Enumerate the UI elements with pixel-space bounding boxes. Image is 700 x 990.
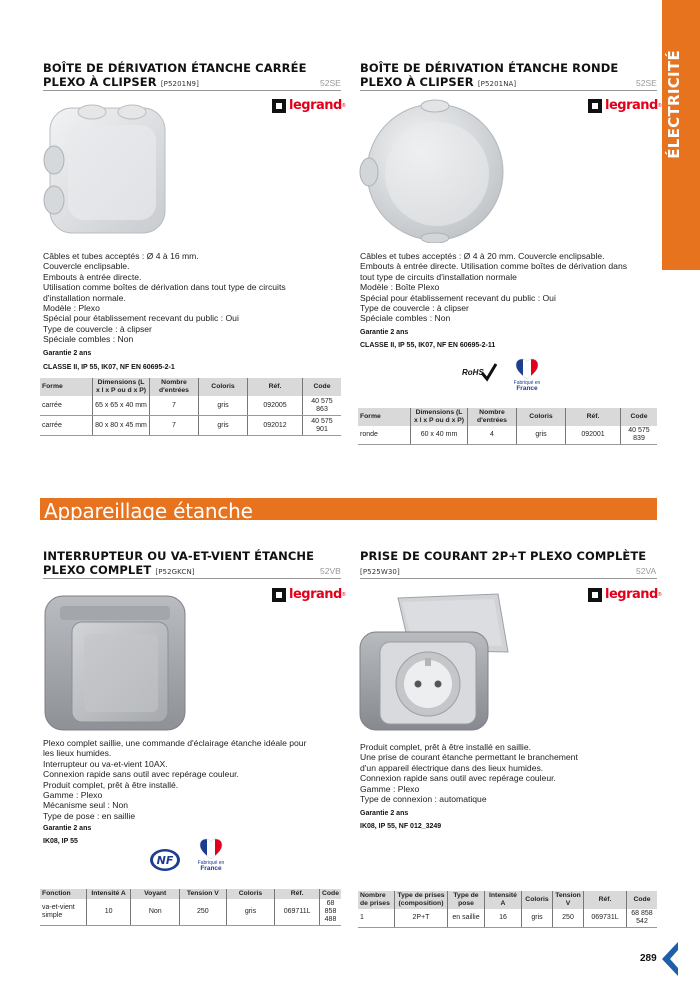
- sidebar-tab: [662, 0, 700, 270]
- col-header: Coloris: [522, 891, 553, 909]
- cell: 40 575 863: [303, 396, 342, 416]
- product-ref: [P5201N9]: [160, 80, 199, 88]
- col-header: Dimensions (L x l x P ou d x P): [411, 408, 468, 426]
- cell: 2P+T: [395, 909, 448, 928]
- product-title: [43, 61, 307, 91]
- checkmark-icon: [480, 362, 498, 382]
- switch-image: [40, 594, 190, 732]
- table-row: [40, 416, 341, 436]
- cell: 68 858 542: [627, 909, 658, 928]
- square-junction-box-image: [40, 100, 170, 240]
- cell: 68 858 488: [320, 899, 342, 926]
- title-line-2: [43, 563, 314, 579]
- col-header: Voyant: [131, 889, 180, 899]
- desc-line: Interrupteur ou va-et-vient 10AX.: [43, 758, 168, 769]
- legrand-logo: legrand ®: [272, 98, 346, 113]
- product-ref: [P525W30]: [360, 568, 400, 576]
- round-junction-box-image: [355, 98, 510, 243]
- cell: 1: [358, 909, 395, 928]
- col-header: Dimensions (L x l x P ou d x P): [93, 378, 150, 396]
- col-header: Intensité A: [485, 891, 522, 909]
- cell: 250: [553, 909, 584, 928]
- cell: gris: [199, 396, 248, 416]
- nf-label: NF: [156, 854, 174, 867]
- logo-text: legrand: [289, 587, 342, 602]
- badge-text: Fabriqué en: [197, 860, 225, 866]
- cell: 7: [150, 416, 199, 436]
- desc-line: Produit complet, prêt à être installé.: [43, 779, 179, 790]
- logo-text: legrand: [605, 98, 658, 113]
- col-header: Code: [320, 889, 342, 899]
- cell: 60 x 40 mm: [411, 426, 468, 445]
- logo-mark-icon: [272, 588, 286, 602]
- product-description: [43, 738, 306, 821]
- cell: 80 x 80 x 45 mm: [93, 416, 150, 436]
- product-title: [360, 61, 618, 91]
- col-header: Réf.: [275, 889, 320, 899]
- col-header: Code: [303, 378, 342, 396]
- table-row: [358, 909, 657, 928]
- desc-line: Type de couvercle : à clipser: [43, 323, 152, 334]
- desc-line: Couvercle enclipsable.: [43, 261, 130, 272]
- desc-line: Une prise de courant étanche permettant le branchement: [360, 752, 578, 763]
- desc-line: Spéciale combles : Non: [360, 313, 451, 324]
- cell: 250: [180, 899, 227, 926]
- cell: gris: [226, 899, 275, 926]
- title-line-2-text: PLEXO À CLIPSER: [360, 75, 474, 89]
- france-heart-icon: [515, 358, 539, 380]
- title-line-1: BOÎTE DE DÉRIVATION ÉTANCHE RONDE: [360, 61, 619, 75]
- section-title: Appareillage étanche: [44, 499, 253, 523]
- title-line-2-text: PLEXO À CLIPSER: [43, 75, 157, 89]
- col-header: Forme: [40, 378, 93, 396]
- nf-badge: [148, 847, 182, 873]
- table-row: [358, 426, 657, 445]
- spec-table: [40, 889, 341, 926]
- badge-text: Fabriqué en: [513, 380, 541, 386]
- cell: 7: [150, 396, 199, 416]
- logo-text: legrand: [605, 587, 658, 602]
- logo-text: legrand: [289, 98, 342, 113]
- desc-line: d'installation normale.: [43, 292, 126, 303]
- cell: carrée: [40, 416, 93, 436]
- product-description: [360, 742, 578, 804]
- table-row: [40, 899, 341, 926]
- product-ref: [P5201NA]: [477, 80, 517, 88]
- col-header: Nombre d'entrées: [468, 408, 517, 426]
- table-row: [40, 396, 341, 416]
- france-heart-icon: [199, 838, 223, 860]
- legrand-logo: legrand ®: [272, 587, 346, 602]
- product-description: [43, 251, 286, 345]
- spec-table: [358, 891, 657, 928]
- title-line-2-text: PLEXO COMPLET: [43, 563, 152, 577]
- cell: 40 575 901: [303, 416, 342, 436]
- col-header: Réf.: [584, 891, 627, 909]
- desc-line: Type de couvercle : à clipser: [360, 303, 469, 314]
- col-header: Code: [627, 891, 658, 909]
- title-line-2: [360, 563, 646, 579]
- cell: gris: [517, 426, 566, 445]
- table-header-row: [358, 891, 657, 909]
- product-ref: [P52GKCN]: [155, 568, 195, 576]
- desc-line: Modèle : Plexo: [43, 303, 100, 314]
- col-header: Coloris: [517, 408, 566, 426]
- cell: 069711L: [275, 899, 320, 926]
- cell: 10: [86, 899, 131, 926]
- col-header: Code: [621, 408, 658, 426]
- title-line-1: PRISE DE COURANT 2P+T PLEXO COMPLÈTE: [360, 549, 647, 563]
- guarantee: Garantie 2 ans: [360, 810, 409, 817]
- certifications: IK08, IP 55, NF 012_3249: [360, 823, 442, 830]
- product-title: [360, 549, 646, 579]
- col-header: Type de pose: [448, 891, 485, 909]
- cell: 092001: [566, 426, 621, 445]
- cell: va-et-vient simple: [40, 899, 86, 926]
- product-description: [360, 251, 627, 324]
- spec-table: [40, 378, 341, 436]
- guarantee: Garantie 2 ans: [43, 350, 92, 357]
- sidebar-label: ÉLECTRICITÉ: [665, 50, 683, 159]
- desc-line: Produit complet, prêt à être installé en saillie.: [360, 742, 532, 752]
- title-divider: [43, 90, 341, 91]
- desc-line: les lieux humides.: [43, 748, 112, 759]
- logo-mark-icon: [588, 588, 602, 602]
- col-header: Coloris: [226, 889, 275, 899]
- title-line-1: INTERRUPTEUR OU VA-ET-VIENT ÉTANCHE: [43, 549, 315, 563]
- rohs-label: RoHS: [462, 368, 484, 377]
- title-divider: [360, 90, 657, 91]
- chevron-left-icon: [660, 942, 680, 976]
- table-header-row: [40, 889, 341, 899]
- col-header: Coloris: [199, 378, 248, 396]
- title-line-1: BOÎTE DE DÉRIVATION ÉTANCHE CARRÉE: [43, 61, 307, 75]
- logo-mark-icon: [588, 99, 602, 113]
- made-in-france-badge: [192, 838, 230, 876]
- cell: 16: [485, 909, 522, 928]
- title-line-2: [43, 75, 307, 91]
- desc-line: Plexo complet saillie, une commande d'éclairage étanche idéale pour: [43, 738, 307, 748]
- cell: 069731L: [584, 909, 627, 928]
- desc-line: tout type de circuits d'installation normale: [360, 271, 517, 282]
- badge-text: France: [516, 385, 538, 392]
- cell: ronde: [358, 426, 411, 445]
- socket-image: [358, 592, 518, 734]
- desc-line: Gamme : Plexo: [43, 790, 103, 801]
- product-code: 52VB: [320, 566, 341, 576]
- spec-table: [358, 408, 657, 445]
- col-header: Nombre d'entrées: [150, 378, 199, 396]
- desc-line: Spéciale combles : Non: [43, 334, 134, 345]
- logo-mark-icon: [272, 99, 286, 113]
- rohs-badge: [462, 362, 498, 386]
- title-divider: [360, 578, 657, 579]
- desc-line: Utilisation comme boîtes de dérivation dans tout type de circuits: [43, 282, 286, 293]
- desc-line: Câbles et tubes acceptés : Ø 4 à 16 mm.: [43, 251, 199, 261]
- certifications: CLASSE II, IP 55, IK07, NF EN 60695-2-1: [43, 364, 175, 371]
- cell: carrée: [40, 396, 93, 416]
- product-code: 52SE: [320, 78, 341, 88]
- cell: gris: [522, 909, 553, 928]
- desc-line: Type de pose : en saillie: [43, 810, 136, 821]
- title-line-2: [360, 75, 618, 91]
- cell: 4: [468, 426, 517, 445]
- col-header: Fonction: [40, 889, 86, 899]
- product-code: 52SE: [636, 78, 657, 88]
- cell: 65 x 65 x 40 mm: [93, 396, 150, 416]
- cell: 092012: [248, 416, 303, 436]
- certifications: IK08, IP 55: [43, 838, 78, 845]
- desc-line: Connexion rapide sans outil avec repérage couleur.: [43, 769, 239, 780]
- made-in-france-badge: [508, 358, 546, 396]
- section-header: [40, 498, 657, 523]
- cell: en saillie: [448, 909, 485, 928]
- desc-line: Modèle : Boîte Plexo: [360, 282, 440, 293]
- desc-line: Type de connexion : automatique: [360, 794, 487, 805]
- desc-line: Câbles et tubes acceptés : Ø 4 à 20 mm. Couvercle enclipsable.: [360, 251, 605, 261]
- desc-line: Embouts à entrée directe. Utilisation comme boîtes de dérivation dans: [360, 261, 628, 272]
- desc-line: Spécial pour établissement recevant du public : Oui: [43, 313, 239, 324]
- desc-line: d'un appareil électrique dans des lieux humides.: [360, 762, 544, 773]
- table-header-row: [40, 378, 341, 396]
- col-header: Réf.: [566, 408, 621, 426]
- desc-line: Gamme : Plexo: [360, 783, 420, 794]
- guarantee: Garantie 2 ans: [43, 825, 92, 832]
- cell: 40 575 839: [621, 426, 658, 445]
- desc-line: Connexion rapide sans outil avec repérage couleur.: [360, 773, 556, 784]
- col-header: Intensité A: [86, 889, 131, 899]
- col-header: Nombre de prises: [358, 891, 395, 909]
- title-divider: [43, 578, 341, 579]
- product-code: 52VA: [636, 566, 657, 576]
- product-title: [43, 549, 314, 579]
- table-header-row: [358, 408, 657, 426]
- cell: Non: [131, 899, 180, 926]
- legrand-logo: legrand ®: [588, 98, 662, 113]
- desc-line: Embouts à entrée directe.: [43, 271, 142, 282]
- desc-line: Mécanisme seul : Non: [43, 800, 129, 811]
- page-number: 289: [640, 953, 657, 964]
- badge-text: France: [200, 865, 222, 872]
- cell: gris: [199, 416, 248, 436]
- col-header: Type de prises (composition): [395, 891, 448, 909]
- certifications: CLASSE II, IP 55, IK07, NF EN 60695-2-11: [360, 342, 496, 349]
- col-header: Forme: [358, 408, 411, 426]
- guarantee: Garantie 2 ans: [360, 329, 409, 336]
- col-header: Tension V: [180, 889, 227, 899]
- cell: 092005: [248, 396, 303, 416]
- col-header: Réf.: [248, 378, 303, 396]
- col-header: Tension V: [553, 891, 584, 909]
- legrand-logo: legrand ®: [588, 587, 662, 602]
- desc-line: Spécial pour établissement recevant du public : Oui: [360, 292, 556, 303]
